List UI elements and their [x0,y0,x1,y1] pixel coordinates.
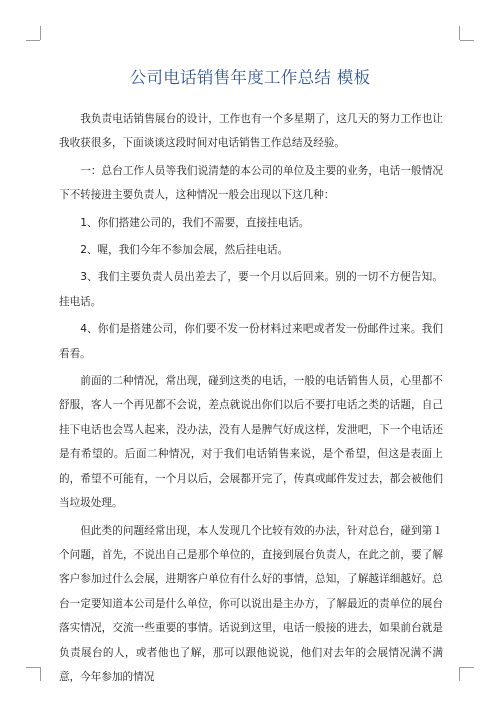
list-item: 3、我们主要负责人员出差去了，要一个月以后回来。别的一切不方便告知。挂电话。 [59,271,443,308]
list-item: 4、你们是搭建公司，你们要不发一份材料过来吧或者发一份邮件过来。我们看看。 [59,323,443,360]
list-item: 1、你们搭建公司的，我们不需要，直接挂电话。 [80,216,310,229]
crop-mark-top-right [459,26,460,40]
crop-mark-bottom-left [26,667,40,668]
paragraph: 一：总台工作人员等我们说清楚的本公司的单位及主要的业务，电话一般情况下不转接进主要负责人，这种情况一般会出现以下这几种： [59,164,443,202]
crop-mark-bottom-right [460,667,474,668]
list-item: 2、喔，我们今年不参加会展，然后挂电话。 [80,244,289,257]
document-title: 公司电话销售年度工作总结 模板 [129,68,371,87]
document-body [59,107,443,692]
crop-mark-top-left [26,40,40,41]
crop-mark-top-right [460,40,474,41]
paragraph: 前面的二种情况，常出现，碰到这类的电话，一般的电话销售人员，心里都不舒服，客人一个再见都不会说，差点就说出你们以后不要打电话之类的话题，自己挂下电话也会骂人起来，没办法，没有人是脾气好成这样，发泄吧，下一个电话还是有希望的。后面二种情况，对于我们电话销售来说，是个希望，但这是表面上的，希望不可能有，一个月以后，会展都开完了，传真或邮件发过去，都会被他们当垃圾处理。 [59,375,443,510]
crop-mark-bottom-right [459,667,460,681]
crop-mark-bottom-left [40,667,41,681]
paragraph: 但此类的问题经常出现，本人发现几个比较有效的办法，针对总台，碰到第１个问题，首先，不说出自己是那个单位的，直接到展台负责人，在此之前，要了解客户参加过什么会展，进期客户单位有什么好的事情，总知，了解越详细越好。总台一定要知道本公司是什么单位，你可以说出是主办方，了解最近的责单位的展台落实情况，交流一些重要的事情。话说到这里，电话一般接的进去，如果前台就是负责展台的人，或者他也了解，那可以跟他说说，他们对去年的会展情况满不满意，今年参加的情况 [59,524,443,683]
crop-mark-top-left [40,26,41,40]
paragraph: 我负责电话销售展台的设计，工作也有一个多星期了，这几天的努力工作也让我收获很多，下面谈谈这段时间对电话销售工作总结及经验。 [59,113,443,150]
